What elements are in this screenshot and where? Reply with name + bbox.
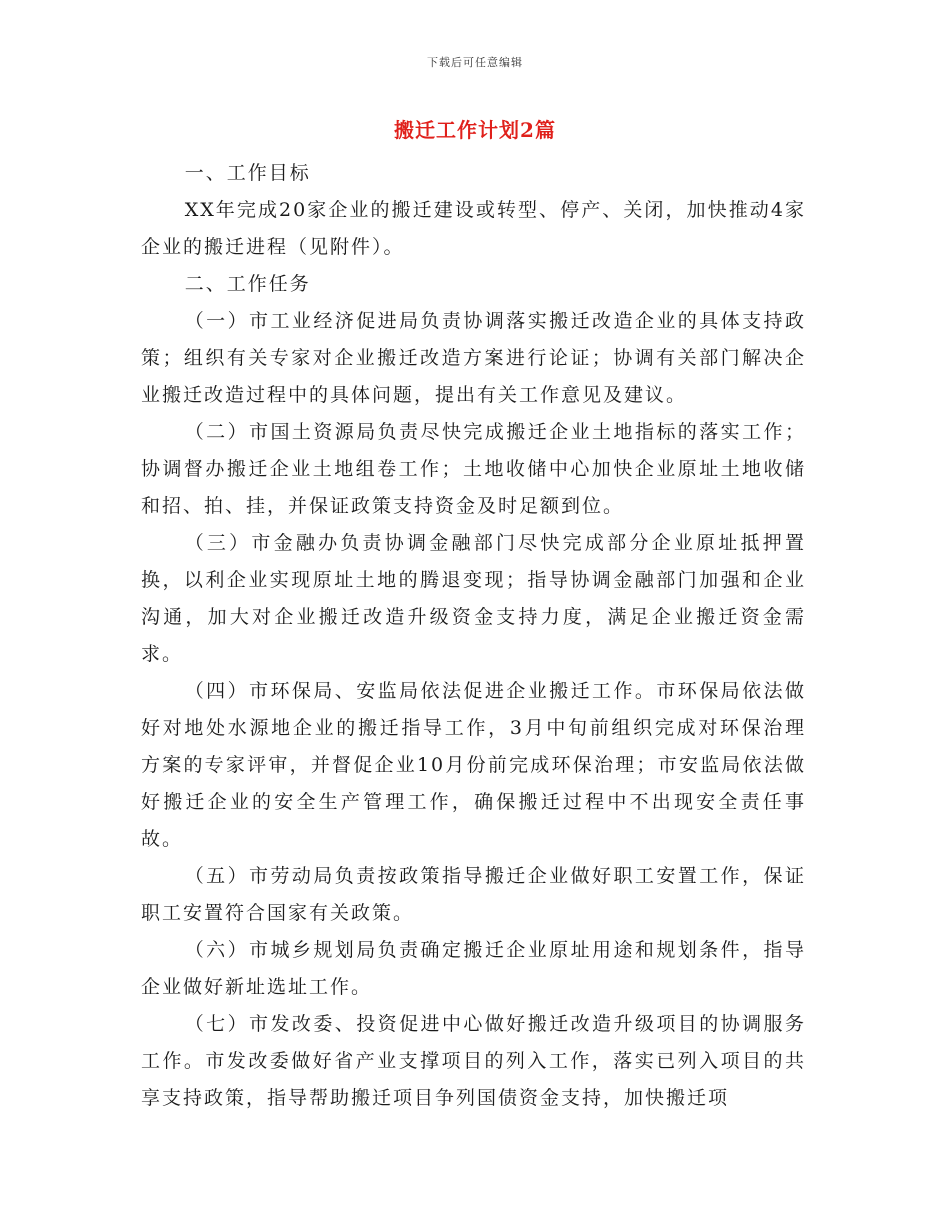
paragraph: （三）市金融办负责协调金融部门尽快完成部分企业原址抵押置换，以利企业实现原址土地的腾退变现；指导协调金融部门加强和企业沟通，加大对企业搬迁改造升级资金支持力度，满足企业搬迁资金需求。	[141, 532, 806, 665]
paragraph: （一）市工业经济促进局负责协调落实搬迁改造企业的具体支持政策；组织有关专家对企业搬迁改造方案进行论证；协调有关部门解决企业搬迁改造过程中的具体问题，提出有关工作意见及建议。	[141, 310, 806, 406]
paragraph: （六）市城乡规划局负责确定搬迁企业原址用途和规划条件，指导企业做好新址选址工作。	[141, 939, 806, 998]
section-heading: 一、工作目标	[184, 162, 311, 184]
paragraph: XX年完成20家企业的搬迁建设或转型、停产、关闭，加快推动4家企业的搬迁进程（见附件）。	[141, 199, 806, 258]
document-body	[141, 155, 806, 1117]
paragraph: （四）市环保局、安监局依法促进企业搬迁工作。市环保局依法做好对地处水源地企业的搬迁指导工作，3月中旬前组织完成对环保治理方案的专家评审，并督促企业10月份前完成环保治理；市安监局依法做好搬迁企业的安全生产管理工作，确保搬迁过程中不出现安全责任事故。	[141, 680, 806, 850]
document-title: 搬迁工作计划2篇	[394, 118, 556, 142]
paragraph: （五）市劳动局负责按政策指导搬迁企业做好职工安置工作，保证职工安置符合国家有关政策。	[141, 865, 806, 924]
paragraph: （二）市国土资源局负责尽快完成搬迁企业土地指标的落实工作；协调督办搬迁企业土地组卷工作；土地收储中心加快企业原址土地收储和招、拍、挂，并保证政策支持资金及时足额到位。	[141, 421, 806, 517]
section-heading: 二、工作任务	[184, 273, 311, 295]
paragraph: （七）市发改委、投资促进中心做好搬迁改造升级项目的协调服务工作。市发改委做好省产业支撑项目的列入工作，落实已列入项目的共享支持政策，指导帮助搬迁项目争列国债资金支持，加快搬迁项	[141, 1013, 806, 1109]
header-note: 下载后可任意编辑	[427, 56, 523, 69]
